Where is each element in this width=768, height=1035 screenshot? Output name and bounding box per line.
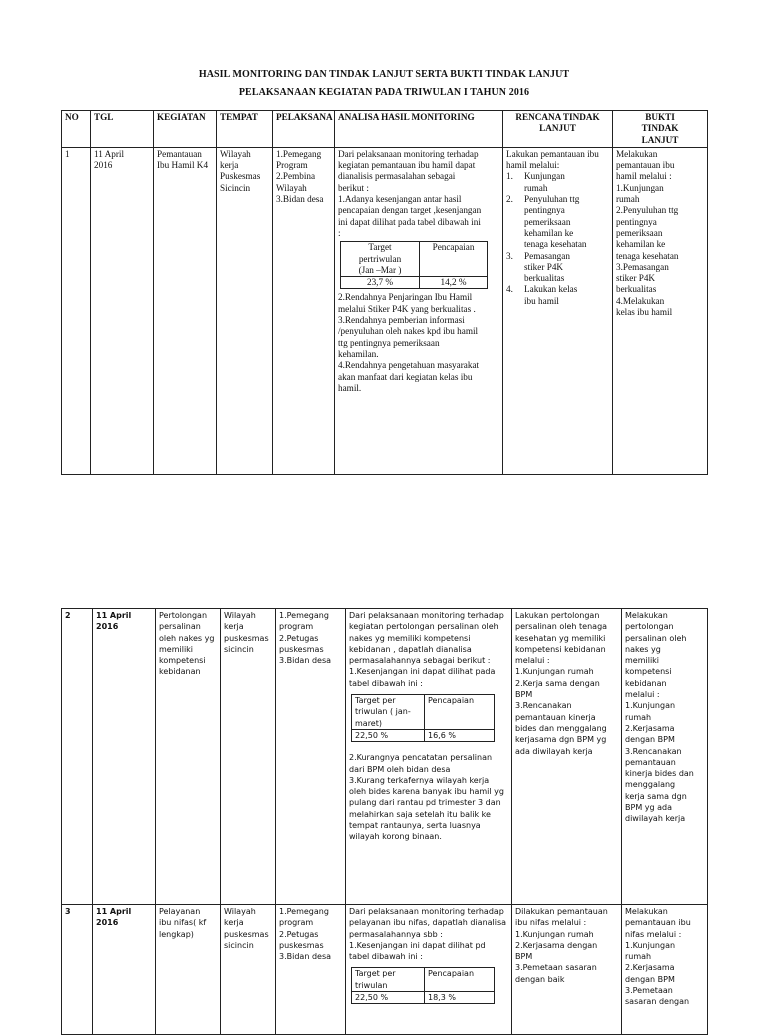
header-pelaksana: PELAKSANA	[273, 111, 335, 148]
row3-tempat: Wilayah kerja puskesmas sicincin	[221, 905, 276, 1035]
header-tempat: TEMPAT	[217, 111, 273, 148]
row3-tgl: 11 April 2016	[93, 905, 156, 1035]
pencapaian-header: Pencapaian	[425, 968, 495, 992]
table-row	[62, 147, 708, 474]
pencapaian-value: 18,3 %	[425, 992, 495, 1004]
pencapaian-value: 16,6 %	[425, 729, 495, 741]
target-header: Target pertriwulan (Jan –Mar )	[341, 242, 420, 277]
row1-target-table	[340, 241, 488, 289]
row1-rencana: Lakukan pemantauan ibu hamil melalui: 1. Kunjungan rumah 2. Penyuluhan ttg pentingnya pemeriksaan kehamilan ke tenaga kesehatan 3. Pemasangan stiker P4K berkualitas 4. Lakukan kelas ibu hamil	[503, 147, 613, 474]
list-item: 1. Kunjungan rumah	[506, 171, 565, 193]
target-value: 22,50 %	[352, 992, 425, 1004]
monitoring-table-2	[61, 608, 708, 1035]
document-title: HASIL MONITORING DAN TINDAK LANJUT SERTA BUKTI TINDAK LANJUT	[198, 69, 570, 80]
row3-kegiatan: Pelayanan ibu nifas( kf lengkap)	[156, 905, 221, 1035]
header-tgl: TGL	[91, 111, 154, 148]
row3-rencana: Dilakukan pemantauan ibu nifas melalui : 1.Kunjungan rumah 2.Kerjasama dengan BPM 3.Pemetaan sasaran dengan baik	[512, 905, 622, 1035]
row3-no: 3	[62, 905, 93, 1035]
table-header-row	[62, 111, 708, 148]
row3-bukti: Melakukan pemantauan ibu nifas melalui : 1.Kunjungan rumah 2.Kerjasama dengan BPM 3.Pemetaan sasaran dengan	[622, 905, 708, 1035]
row2-tempat: Wilayah kerja puskesmas sicincin	[221, 609, 276, 905]
header-no: NO	[62, 111, 91, 148]
row2-target-table	[351, 694, 495, 742]
pencapaian-header: Pencapaian	[420, 242, 488, 277]
row3-analisa: Dari pelaksanaan monitoring terhadap pelayanan ibu nifas, dapatlah dianalisa permasalahannya sbb : 1.Kesenjangan ini dapat dilihat pd tabel dibawah ini : Target per triwulan Pencapaian 22,50 % 18,3 %	[346, 905, 512, 1035]
table-row	[62, 609, 708, 905]
row2-rencana: Lakukan pertolongan persalinan oleh tenaga kesehatan yg memiliki kompetensi kebidanan melalui : 1.Kunjungan rumah 2.Kerja sama dengan BPM 3.Rencanakan pemantauan kinerja bides dan menggalang kerjasama dgn BPM yg ada diwilayah kerja	[512, 609, 622, 905]
list-item: 2. Penyuluhan ttg pentingnya pemeriksaan kehamilan ke tenaga kesehatan	[506, 194, 587, 250]
header-analisa: ANALISA HASIL MONITORING	[335, 111, 503, 148]
row3-target-table	[351, 967, 495, 1004]
row1-kegiatan: Pemantauan Ibu Hamil K4	[154, 147, 217, 474]
pencapaian-header: Pencapaian	[425, 695, 495, 730]
list-item: 4. Lakukan kelas ibu hamil	[506, 284, 578, 306]
row2-tgl: 11 April 2016	[93, 609, 156, 905]
row1-bukti: Melakukan pemantauan ibu hamil melalui : 1.Kunjungan rumah 2.Penyuluhan ttg pentingnya pemeriksaan kehamilan ke tenaga kesehatan 3.Pemasangan stiker P4K berkualitas 4.Melakukan kelas ibu hamil	[613, 147, 708, 474]
header-rencana: RENCANA TINDAK LANJUT	[503, 111, 613, 148]
row2-bukti: Melakukan pertolongan persalinan oleh nakes yg memiliki kompetensi kebidanan melalui : 1.Kunjungan rumah 2.Kerjasama dengan BPM 3.Rencanakan pemantauan kinerja bides dan menggalang kerja sama dgn BPM yg ada diwilayah kerja	[622, 609, 708, 905]
row1-no: 1	[62, 147, 91, 474]
rencana-list	[506, 171, 609, 307]
row3-pelaksana: 1.Pemegang program 2.Petugas puskesmas 3.Bidan desa	[276, 905, 346, 1035]
header-bukti: BUKTI TINDAK LANJUT	[613, 111, 708, 148]
row1-tgl: 11 April 2016	[91, 147, 154, 474]
target-value: 22,50 %	[352, 729, 425, 741]
row2-analisa: Dari pelaksanaan monitoring terhadap kegiatan pertolongan persalinan oleh nakes yg memiliki kompetensi kebidanan , dapatlah dianalisa permasalahannya sebagai berikut : 1.Kesenjangan ini dapat dilihat pada tabel dibawah ini : Target per triwulan ( jan- maret) Pencapaian 22,50 % 16,6 % 2.Kurangnya pencatatan persalinan dari BPM oleh bidan desa 3.Kurang terkafernya wilayah kerja oleh bides karena banyak ibu hamil yg pulang dari rantau pd trimester 3 dan melahirkan saja setelah itu balik ke tempat rantaunya, serta luasnya wilayah korong binaan.	[346, 609, 512, 905]
pencapaian-value: 14,2 %	[420, 277, 488, 289]
list-item: 3. Pemasangan stiker P4K berkualitas	[506, 250, 570, 284]
row1-analisa: Dari pelaksanaan monitoring terhadap kegiatan pemantauan ibu hamil dapat dianalisis permasalahan sebagai berikut : 1.Adanya kesenjangan antar hasil pencapaian dengan target ,kesenjangan ini dapat dilihat pada tabel dibawah ini : Target pertriwulan (Jan –Mar ) Pencapaian 23,7 % 14,2 % 2.Rendahnya Penjaringan Ibu Hamil melalui Stiker P4K yang berkualitas . 3.Rendahnya pemberian informasi /penyuluhan oleh nakes kpd ibu hamil ttg pentingnya pemeriksaan kehamilan. 4.Rendahnya pengetahuan masyarakat akan manfaat dari kegiatan kelas ibu hamil.	[335, 147, 503, 474]
table-row	[62, 905, 708, 1035]
row2-kegiatan: Pertolongan persalinan oleh nakes yg memiliki kompetensi kebidanan	[156, 609, 221, 905]
row2-pelaksana: 1.Pemegang program 2.Petugas puskesmas 3.Bidan desa	[276, 609, 346, 905]
target-header: Target per triwulan	[352, 968, 425, 992]
row2-no: 2	[62, 609, 93, 905]
target-header: Target per triwulan ( jan- maret)	[352, 695, 425, 730]
row1-pelaksana: 1.Pemegang Program 2.Pembina Wilayah 3.Bidan desa	[273, 147, 335, 474]
header-kegiatan: KEGIATAN	[154, 111, 217, 148]
target-value: 23,7 %	[341, 277, 420, 289]
document-subtitle: PELAKSANAAN KEGIATAN PADA TRIWULAN I TAHUN 2016	[238, 87, 530, 98]
monitoring-table-1	[61, 110, 708, 475]
row1-tempat: Wilayah kerja Puskesmas Sicincin	[217, 147, 273, 474]
